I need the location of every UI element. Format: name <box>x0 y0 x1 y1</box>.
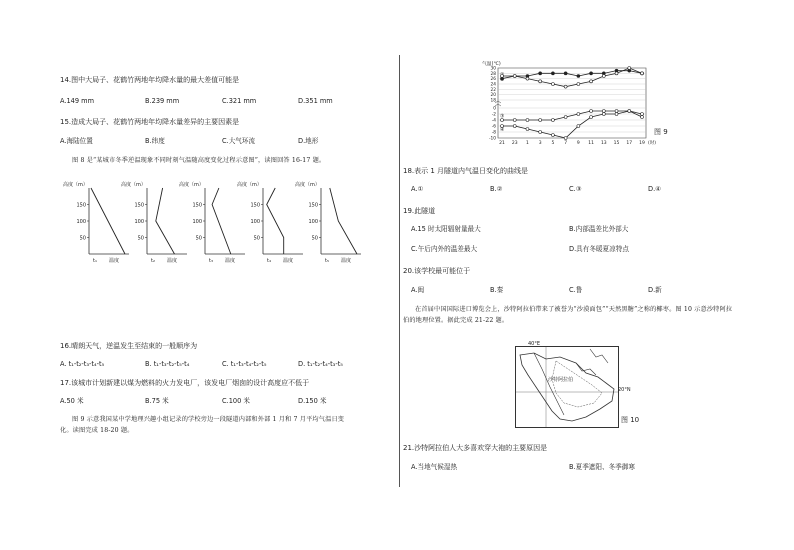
fig9-point <box>628 67 631 70</box>
fig9-ytick-label: 0 <box>493 106 496 112</box>
q14-stem: 14.图中大局子、花鹤竹两地年均降水量的最大差值可能是 <box>60 76 240 84</box>
q19-option-b[interactable]: B.内部温差比外部大 <box>569 225 629 233</box>
figure9-intro: 图 9 示意我国某中学地理兴趣小组记录的学校旁边一段隧道内部和外部 1 月和 7 月平均气温日变化。读图完成 18-20 题。 <box>60 416 345 435</box>
figure10-map <box>515 346 619 428</box>
q18-option-b[interactable]: B.② <box>490 185 503 193</box>
fig9-ylabel: 气温(℃) <box>482 62 501 67</box>
column-divider <box>399 55 400 487</box>
fig9-ytick-label: -2 <box>491 112 496 118</box>
fig9-point <box>526 119 529 122</box>
fig8-ytick-label: 50 <box>137 235 144 242</box>
fig9-ytick-label: 20 <box>490 93 496 99</box>
fig9-point <box>615 110 618 113</box>
fig9-series-line <box>502 111 642 120</box>
fig8-ytick-label: 100 <box>308 218 318 225</box>
fig9-ytick-label: 28 <box>490 71 496 77</box>
fig9-point <box>526 128 529 131</box>
q20-stem: 20.该学校最可能位于 <box>403 267 471 275</box>
fig8-time-label: t₃ <box>209 258 213 264</box>
fig8-time-label: t₄ <box>267 258 271 264</box>
fig8-xlabel: 温度 <box>109 258 120 264</box>
fig8-profile-line <box>212 188 231 254</box>
fig9-xtick-label: 17 <box>626 141 633 146</box>
fig9-point <box>590 72 593 75</box>
fig9-series-label: ② <box>500 77 505 83</box>
fig9-point <box>641 113 644 116</box>
fig9-xtick-label: 21 <box>499 141 505 146</box>
q14-option-b[interactable]: B.239 mm <box>145 97 180 105</box>
fig9-point <box>577 125 580 128</box>
fig8-ylabel: 高度（m） <box>237 182 262 188</box>
fig10-lat-label: 20°N <box>618 387 631 393</box>
fig8-ytick-label: 150 <box>308 202 318 209</box>
fig9-ytick-label: 26 <box>490 77 496 83</box>
fig8-ylabel: 高度（m） <box>179 182 204 188</box>
q17-option-d[interactable]: D.150 米 <box>298 397 327 405</box>
q19-option-c[interactable]: C.午后内外的温差最大 <box>411 245 478 253</box>
fig8-panel-4 <box>237 181 303 264</box>
fig8-ytick-label: 50 <box>79 235 86 242</box>
fig9-ytick-label: -8 <box>491 130 496 136</box>
fig9-series-2 <box>500 67 644 89</box>
q21-stem: 21.沙特阿拉伯人大多喜欢穿大袍的主要原因是 <box>403 444 548 452</box>
fig8-ylabel: 高度（m） <box>121 182 146 188</box>
fig8-ytick-label: 150 <box>76 202 86 209</box>
fig10-country-label: 沙特阿拉伯 <box>548 377 574 383</box>
fig9-point <box>564 116 567 119</box>
fig8-time-label: t₂ <box>151 258 155 264</box>
q21-option-a[interactable]: A.当地气候湿热 <box>411 463 458 471</box>
fig8-ytick-label: 50 <box>311 235 318 242</box>
q18-option-c[interactable]: C.③ <box>569 185 582 193</box>
fig8-ytick-label: 150 <box>134 202 144 209</box>
q18-option-d[interactable]: D.④ <box>648 185 662 193</box>
fig9-xtick-label: 9 <box>576 141 580 146</box>
fig9-point <box>526 77 529 80</box>
fig8-xlabel: 温度 <box>341 258 352 264</box>
q15-stem: 15.造成大局子、花鹤竹两地年均降水量差异的主要因素是 <box>60 118 240 126</box>
fig8-panel-2 <box>121 181 187 264</box>
q14-option-a[interactable]: A.149 mm <box>60 97 95 105</box>
fig8-ylabel: 高度（m） <box>63 182 88 188</box>
fig8-panel-5 <box>295 181 361 264</box>
fig9-xtick-label: 15 <box>613 141 620 146</box>
fig9-ytick-label: 18 <box>490 98 496 104</box>
fig9-point <box>602 75 605 78</box>
fig9-series-line <box>502 111 642 138</box>
fig8-profile-line <box>267 188 284 254</box>
fig8-ytick-label: 150 <box>250 202 260 209</box>
fig9-point <box>602 113 605 116</box>
fig9-point <box>513 75 516 78</box>
q20-option-a[interactable]: A.闽 <box>411 286 425 294</box>
fig9-point <box>577 113 580 116</box>
fig9-xtick-label: 1 <box>526 141 529 146</box>
q18-option-a[interactable]: A.① <box>411 185 424 193</box>
q20-option-d[interactable]: D.新 <box>648 286 662 294</box>
fig9-xtick-label: 7 <box>564 141 568 146</box>
fig9-xtick-label: 13 <box>600 141 607 146</box>
fig9-point <box>539 72 542 75</box>
fig10-caption: 图 10 <box>621 416 640 424</box>
fig9-xtick-label: 5 <box>551 141 555 146</box>
fig10-lon-label: 40°E <box>528 341 541 347</box>
fig9-point <box>602 110 605 113</box>
fig9-series-label: ③ <box>500 113 505 120</box>
q21-option-b[interactable]: B.夏季遮阳、冬季御寒 <box>569 463 635 471</box>
fig9-point <box>513 125 516 128</box>
fig8-ytick-label: 150 <box>192 202 202 209</box>
fig8-xlabel: 温度 <box>225 258 236 264</box>
fig8-ytick-label: 100 <box>134 218 144 225</box>
figure9-temperature-chart <box>478 58 693 153</box>
fig9-point <box>551 72 554 75</box>
fig9-point <box>615 113 618 116</box>
q19-option-d[interactable]: D.具有冬暖夏凉特点 <box>569 245 629 253</box>
fig8-profile-line <box>156 188 175 254</box>
fig9-ytick-label: -6 <box>491 124 496 130</box>
fig8-panel-3 <box>179 181 245 264</box>
fig9-xtick-label: 3 <box>538 141 542 146</box>
fig9-point <box>564 137 567 140</box>
saudi-map-drawing <box>516 347 618 427</box>
q14-option-d[interactable]: D.351 mm <box>298 97 333 105</box>
fig9-point <box>551 134 554 137</box>
fig8-xlabel: 温度 <box>167 258 178 264</box>
figure8-intro: 图 8 是“某城市冬季逆温现象不同时刻气温随高度变化过程示意图”，读图回答 16-17 题。 <box>72 157 326 164</box>
fig9-point <box>513 119 516 122</box>
q19-option-a[interactable]: A.15 时太阳辐射量最大 <box>411 225 481 233</box>
fig9-ytick-label: 22 <box>490 87 496 93</box>
fig9-point <box>551 83 554 86</box>
fig8-panel-1 <box>63 181 129 264</box>
fig9-point <box>564 72 567 75</box>
fig9-point <box>590 110 593 113</box>
q17-option-b[interactable]: B.75 米 <box>145 397 169 405</box>
fig8-ytick-label: 50 <box>253 235 260 242</box>
fig9-point <box>641 116 644 119</box>
fig8-ylabel: 高度（m） <box>295 182 320 188</box>
fig8-time-label: t₁ <box>93 258 97 264</box>
q15-option-a[interactable]: A.海陆位置 <box>60 137 93 145</box>
fig9-point <box>577 83 580 86</box>
q20-option-c[interactable]: C.鲁 <box>569 286 583 294</box>
fig9-xtick-label: 19 <box>639 141 645 146</box>
q16-option-a[interactable]: A. t₁-t₂-t₃-t₄-t₅ <box>60 360 105 368</box>
fig9-caption: 图 9 <box>654 128 668 136</box>
q16-stem: 16.晴朗天气，逆温发生至结束的一般顺序为 <box>60 342 198 350</box>
fig9-point <box>615 72 618 75</box>
figure8-inversion-profiles <box>55 178 355 264</box>
fig9-point <box>539 80 542 83</box>
fig9-xlabel: (时) <box>648 141 657 146</box>
fig9-point <box>628 110 631 113</box>
q15-option-c[interactable]: C.大气环流 <box>222 137 256 145</box>
fig8-ytick-label: 100 <box>192 218 202 225</box>
q15-option-d[interactable]: D.地形 <box>298 137 319 145</box>
q17-option-c[interactable]: C.100 米 <box>222 397 250 405</box>
fig9-point <box>577 75 580 78</box>
fig8-ytick-label: 100 <box>76 218 86 225</box>
fig9-ytick-label: 30 <box>490 66 496 72</box>
fig8-xlabel: 温度 <box>283 258 294 264</box>
q16-option-b[interactable]: B. t₁-t₃-t₂-t₅-t₄ <box>145 360 190 368</box>
q20-option-b[interactable]: B.秦 <box>490 286 504 294</box>
fig9-xtick-label: 23 <box>511 141 518 146</box>
q19-stem: 19.此隧道 <box>403 207 436 215</box>
figure10-intro: 在首届中国国际进口博览会上，沙特阿拉伯带来了被誉为“沙漠面包”“天然黑糖”之称的椰枣。图 10 示意沙特阿拉伯的地理位置。据此完成 21-22 题。 <box>403 306 733 325</box>
fig8-profile-line <box>330 188 357 254</box>
fig9-ytick-label: -4 <box>491 118 496 124</box>
q18-stem: 18.表示 1 月隧道内气温日变化的曲线是 <box>403 167 529 175</box>
fig9-point <box>590 80 593 83</box>
q14-option-c[interactable]: C.321 mm <box>222 97 257 105</box>
fig8-ytick-label: 100 <box>250 218 260 225</box>
q16-option-d[interactable]: D. t₁-t₂-t₄-t₃-t₅ <box>298 360 343 368</box>
q15-option-b[interactable]: B.纬度 <box>145 137 165 145</box>
q17-stem: 17.该城市计划新建以煤为燃料的火力发电厂，该发电厂烟囱的设计高度应不低于 <box>60 379 310 387</box>
fig9-point <box>590 116 593 119</box>
fig9-xtick-label: 11 <box>588 141 594 146</box>
fig9-point <box>564 85 567 88</box>
q16-option-c[interactable]: C. t₁-t₃-t₄-t₂-t₅ <box>222 360 267 368</box>
q17-option-a[interactable]: A.50 米 <box>60 397 84 405</box>
fig9-point <box>641 72 644 75</box>
fig9-series-label: ④ <box>500 127 505 133</box>
fig8-profile-line <box>91 188 125 254</box>
fig9-ytick-label: -10 <box>488 136 496 142</box>
fig9-series-3 <box>500 110 644 122</box>
fig9-point <box>539 119 542 122</box>
fig9-ytick-label: 24 <box>490 82 496 88</box>
fig9-point <box>539 131 542 134</box>
fig9-point <box>551 119 554 122</box>
fig8-time-label: t₅ <box>325 258 329 264</box>
fig8-ytick-label: 50 <box>195 235 202 242</box>
